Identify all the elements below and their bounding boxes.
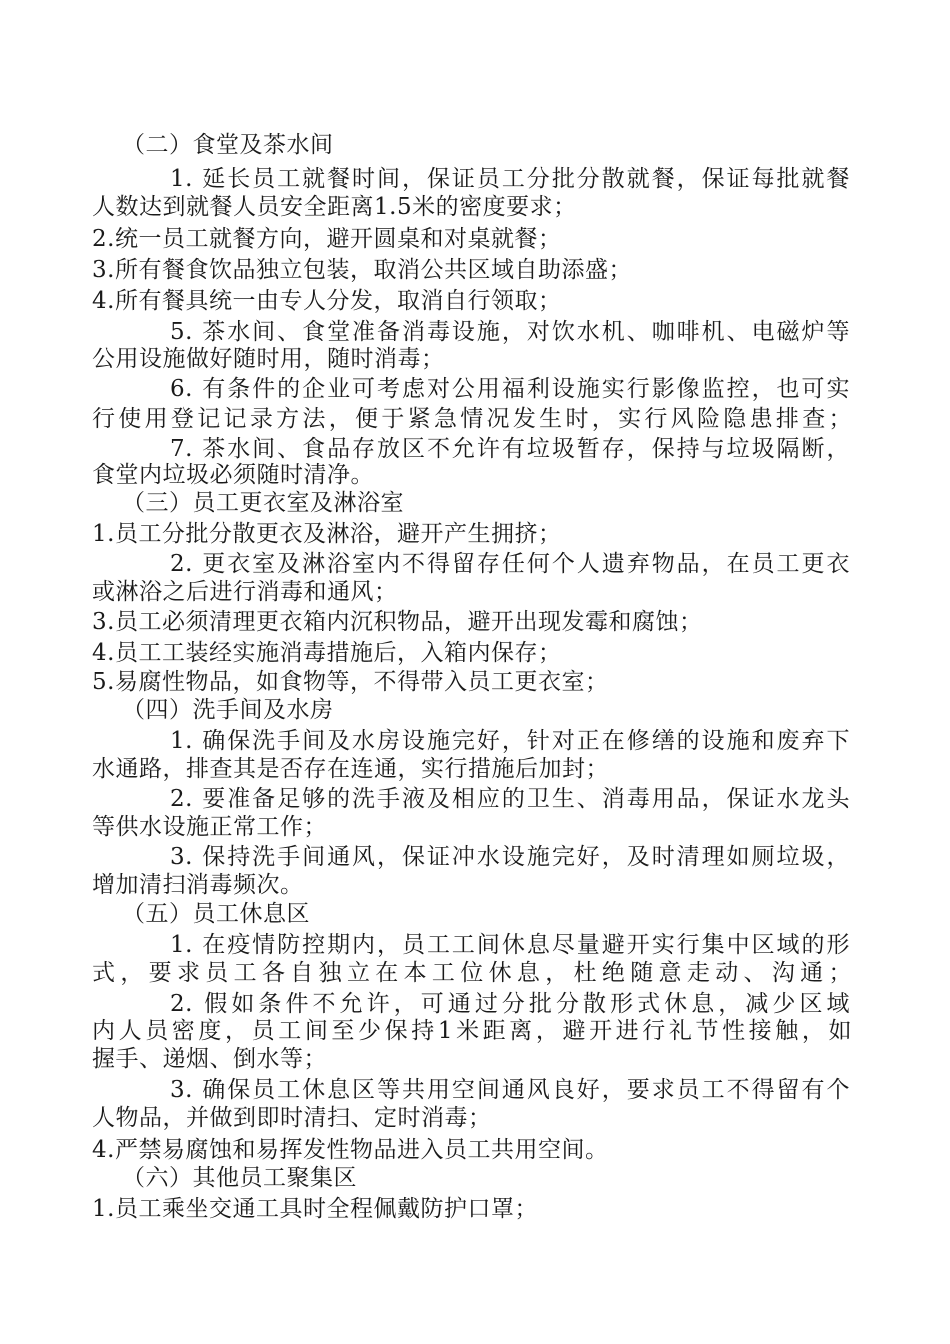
paragraph-line: 1. 延长员工就餐时间，保证员工分批分散就餐，保证每批就餐 [170,166,850,192]
paragraph-line: 3. 保持洗手间通风，保证冲水设施完好，及时清理如厕垃圾， [170,844,850,870]
paragraph-line: 2. 更衣室及淋浴室内不得留存任何个人遗弃物品，在员工更衣 [170,551,850,577]
paragraph-line: 公用设施做好随时用，随时消毒； [92,346,445,372]
paragraph-line: 式，要求员工各自独立在本工位休息，杜绝随意走动、沟通； [92,960,852,986]
list-item: 1.员工乘坐交通工具时全程佩戴防护口罩； [92,1196,538,1222]
list-item: 4.所有餐具统一由专人分发，取消自行领取； [92,288,562,314]
paragraph-line: 1. 确保洗手间及水房设施完好，针对正在修缮的设施和废弃下 [170,728,850,754]
list-item: 2.统一员工就餐方向，避开圆桌和对桌就餐； [92,226,562,252]
section-heading-canteen: （二）食堂及茶水间 [122,132,334,158]
list-item: 5.易腐性物品，如食物等，不得带入员工更衣室； [92,669,609,695]
section-heading-washroom: （四）洗手间及水房 [122,697,334,723]
paragraph-line: 人物品，并做到即时清扫、定时消毒； [92,1105,492,1131]
section-heading-locker-room: （三）员工更衣室及淋浴室 [122,490,404,516]
paragraph-line: 5. 茶水间、食堂准备消毒设施，对饮水机、咖啡机、电磁炉等 [170,319,850,345]
list-item: 1.员工分批分散更衣及淋浴，避开产生拥挤； [92,521,562,547]
list-item: 4.员工工装经实施消毒措施后，入箱内保存； [92,640,562,666]
paragraph-line: 行使用登记记录方法，便于紧急情况发生时，实行风险隐患排查； [92,406,852,432]
paragraph-line: 2. 假如条件不允许，可通过分批分散形式休息，减少区域 [170,991,850,1017]
paragraph-line: 3. 确保员工休息区等共用空间通风良好，要求员工不得留有个 [170,1077,850,1103]
list-item: 3.员工必须清理更衣箱内沉积物品，避开出现发霉和腐蚀； [92,609,703,635]
paragraph-line: 人数达到就餐人员安全距离1.5米的密度要求； [92,194,577,220]
paragraph-line: 食堂内垃圾必须随时清净。 [92,462,374,488]
list-item: 3.所有餐食饮品独立包装，取消公共区域自助添盛； [92,257,632,283]
paragraph-line: 水通路，排查其是否存在连通，实行措施后加封； [92,756,609,782]
paragraph-line: 内人员密度，员工间至少保持1米距离，避开进行礼节性接触，如 [92,1018,852,1044]
paragraph-line: 1. 在疫情防控期内，员工工间休息尽量避开实行集中区域的形 [170,932,850,958]
section-heading-other-areas: （六）其他员工聚集区 [122,1165,357,1191]
section-heading-rest-area: （五）员工休息区 [122,901,310,927]
paragraph-line: 增加清扫消毒频次。 [92,872,304,898]
paragraph-line: 或淋浴之后进行消毒和通风； [92,579,398,605]
paragraph-line: 2. 要准备足够的洗手液及相应的卫生、消毒用品，保证水龙头 [170,786,850,812]
paragraph-line: 等供水设施正常工作； [92,814,327,840]
paragraph-line: 6. 有条件的企业可考虑对公用福利设施实行影像监控，也可实 [170,376,850,402]
paragraph-line: 7. 茶水间、食品存放区不允许有垃圾暂存，保持与垃圾隔断， [170,436,850,462]
paragraph-line: 握手、递烟、倒水等； [92,1046,327,1072]
list-item: 4.严禁易腐蚀和易挥发性物品进入员工共用空间。 [92,1137,609,1163]
